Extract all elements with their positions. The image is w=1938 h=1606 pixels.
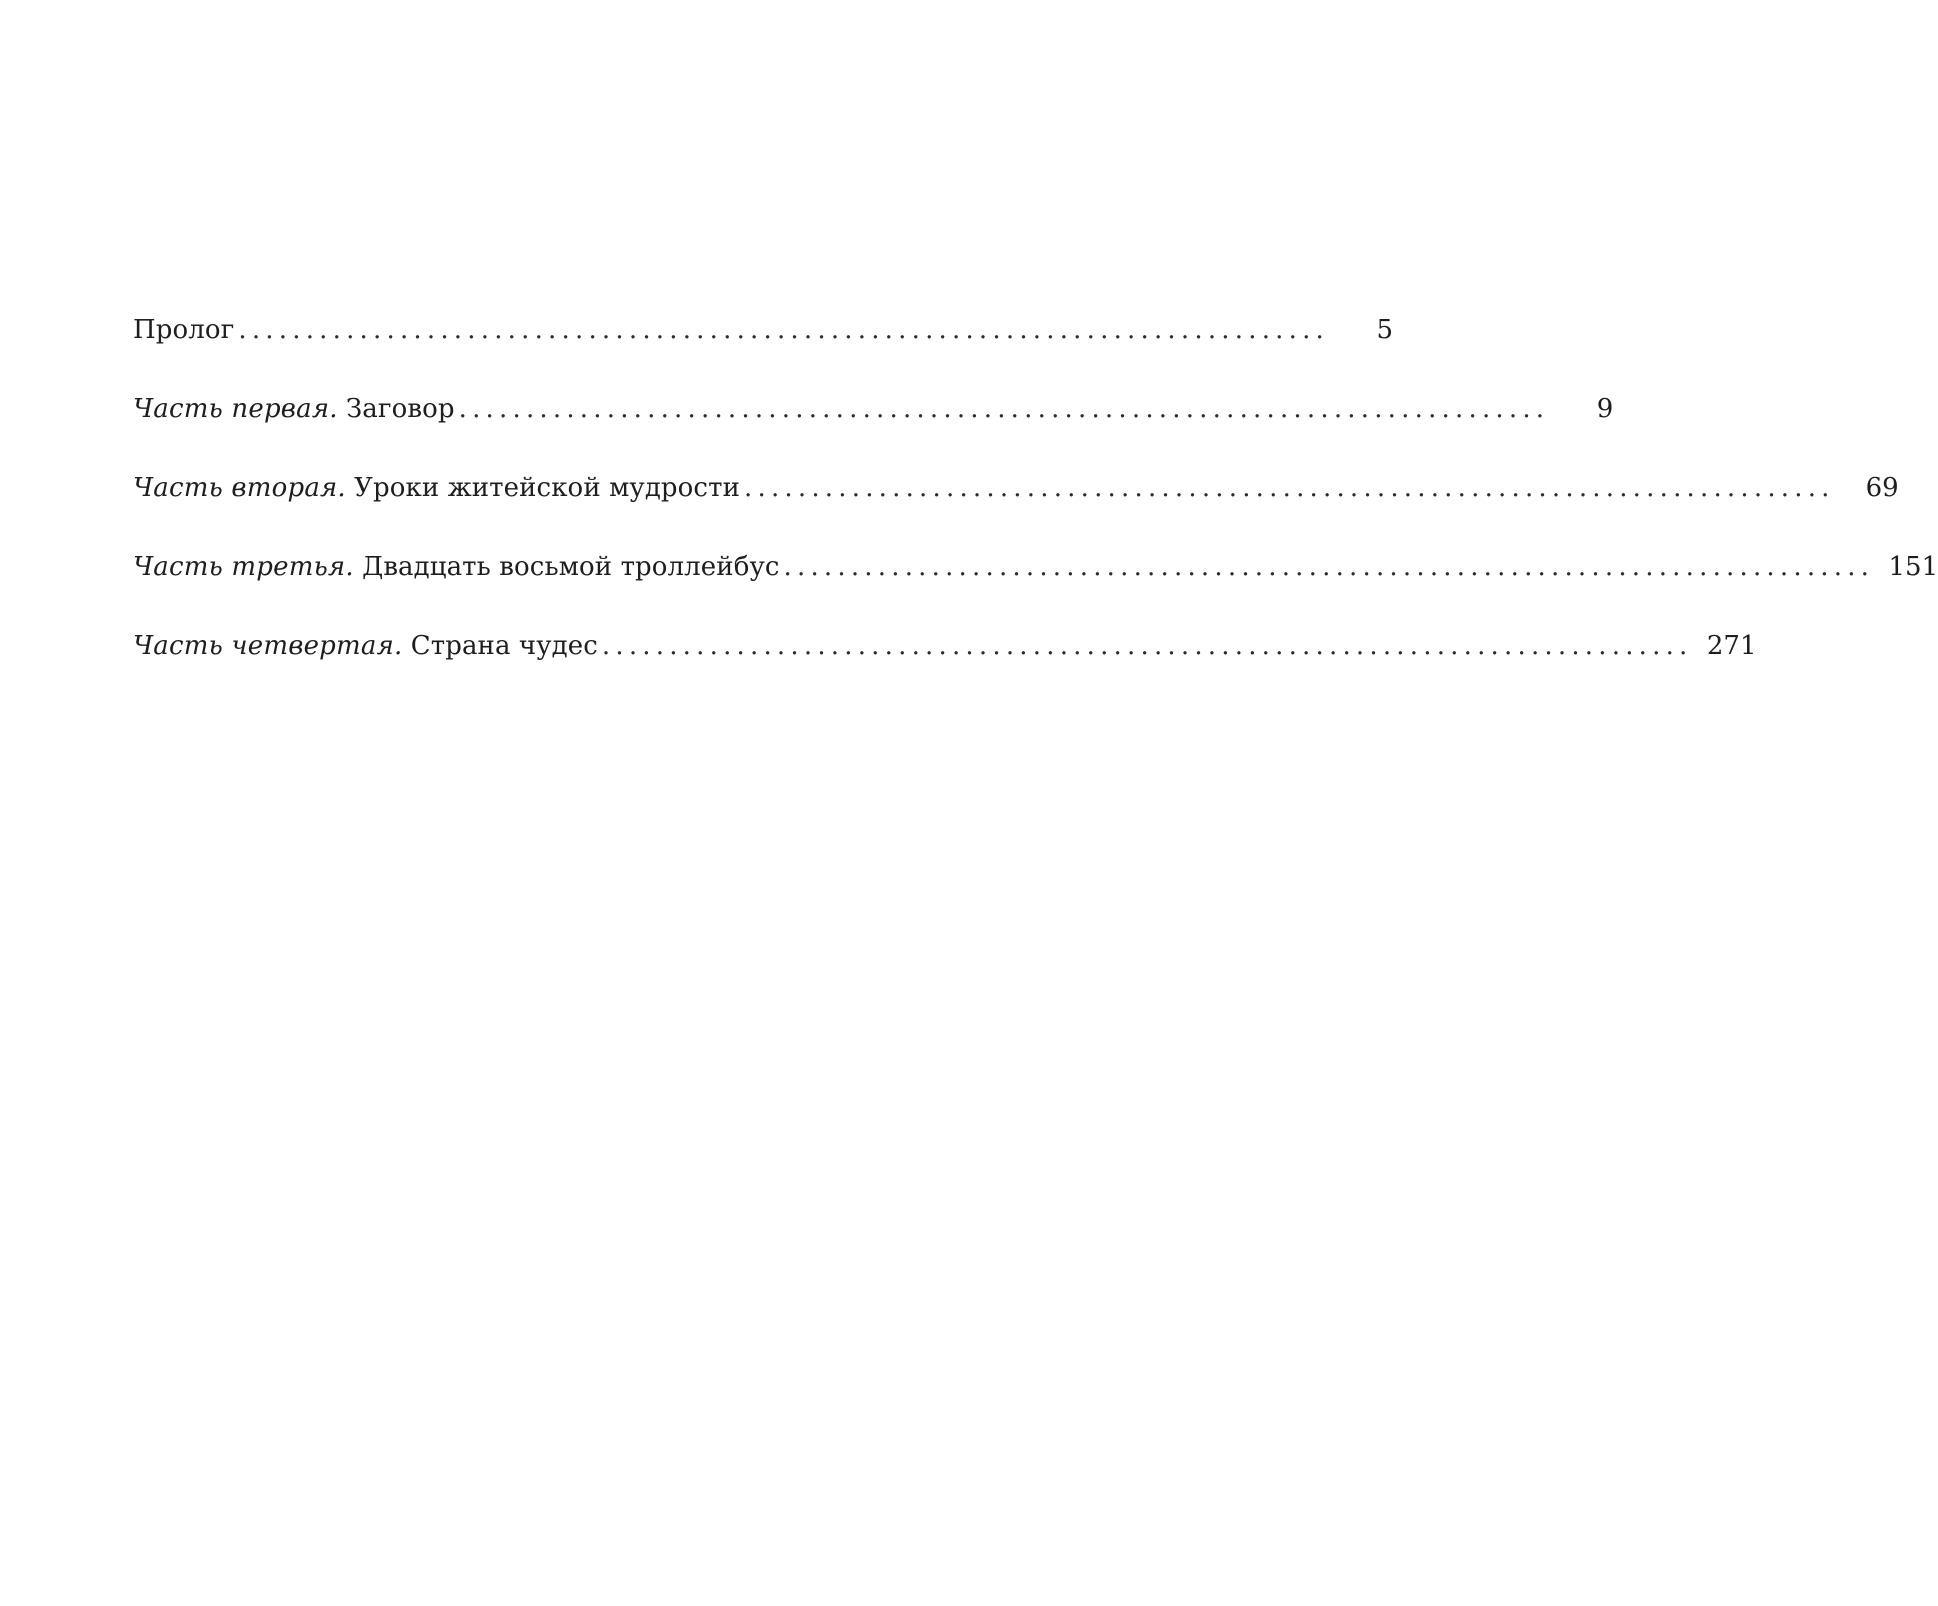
toc-entry-part-2[interactable] bbox=[133, 470, 1899, 507]
page-number: 69 bbox=[1865, 473, 1899, 503]
dot-leader: ................................................................................. bbox=[783, 552, 1875, 582]
toc-entry-prologue[interactable] bbox=[133, 312, 1394, 349]
toc-entry-part-1[interactable] bbox=[133, 391, 1614, 428]
page-number: 5 bbox=[1376, 315, 1394, 345]
part-label: Часть вторая. bbox=[133, 473, 346, 503]
dot-leader: ................................................................................. bbox=[601, 631, 1693, 661]
dot-leader: ................................................................................. bbox=[744, 473, 1835, 503]
dot-leader: ................................................................................. bbox=[458, 394, 1550, 424]
entry-text bbox=[133, 391, 455, 428]
entry-title: Страна чудес bbox=[410, 631, 598, 661]
page-number: 9 bbox=[1596, 394, 1614, 424]
part-label: Часть третья. bbox=[133, 552, 354, 582]
entry-title: Заговор bbox=[346, 394, 455, 424]
entry-title: Пролог bbox=[133, 315, 235, 345]
table-of-contents bbox=[133, 312, 1938, 707]
entry-text bbox=[133, 470, 740, 507]
entry-text bbox=[133, 549, 780, 586]
part-label: Часть первая. bbox=[133, 394, 338, 424]
entry-text bbox=[133, 312, 234, 349]
entry-text bbox=[133, 628, 598, 665]
page-number: 271 bbox=[1706, 631, 1757, 661]
page-number: 151 bbox=[1888, 552, 1938, 582]
part-label: Часть четвертая. bbox=[133, 631, 403, 661]
entry-title: Двадцать восьмой троллейбус bbox=[362, 552, 780, 582]
entry-title: Уроки житейской мудрости bbox=[354, 473, 741, 503]
toc-entry-part-3[interactable] bbox=[133, 549, 1938, 586]
toc-entry-part-4[interactable] bbox=[133, 628, 1757, 665]
dot-leader: ................................................................................. bbox=[238, 315, 1330, 345]
